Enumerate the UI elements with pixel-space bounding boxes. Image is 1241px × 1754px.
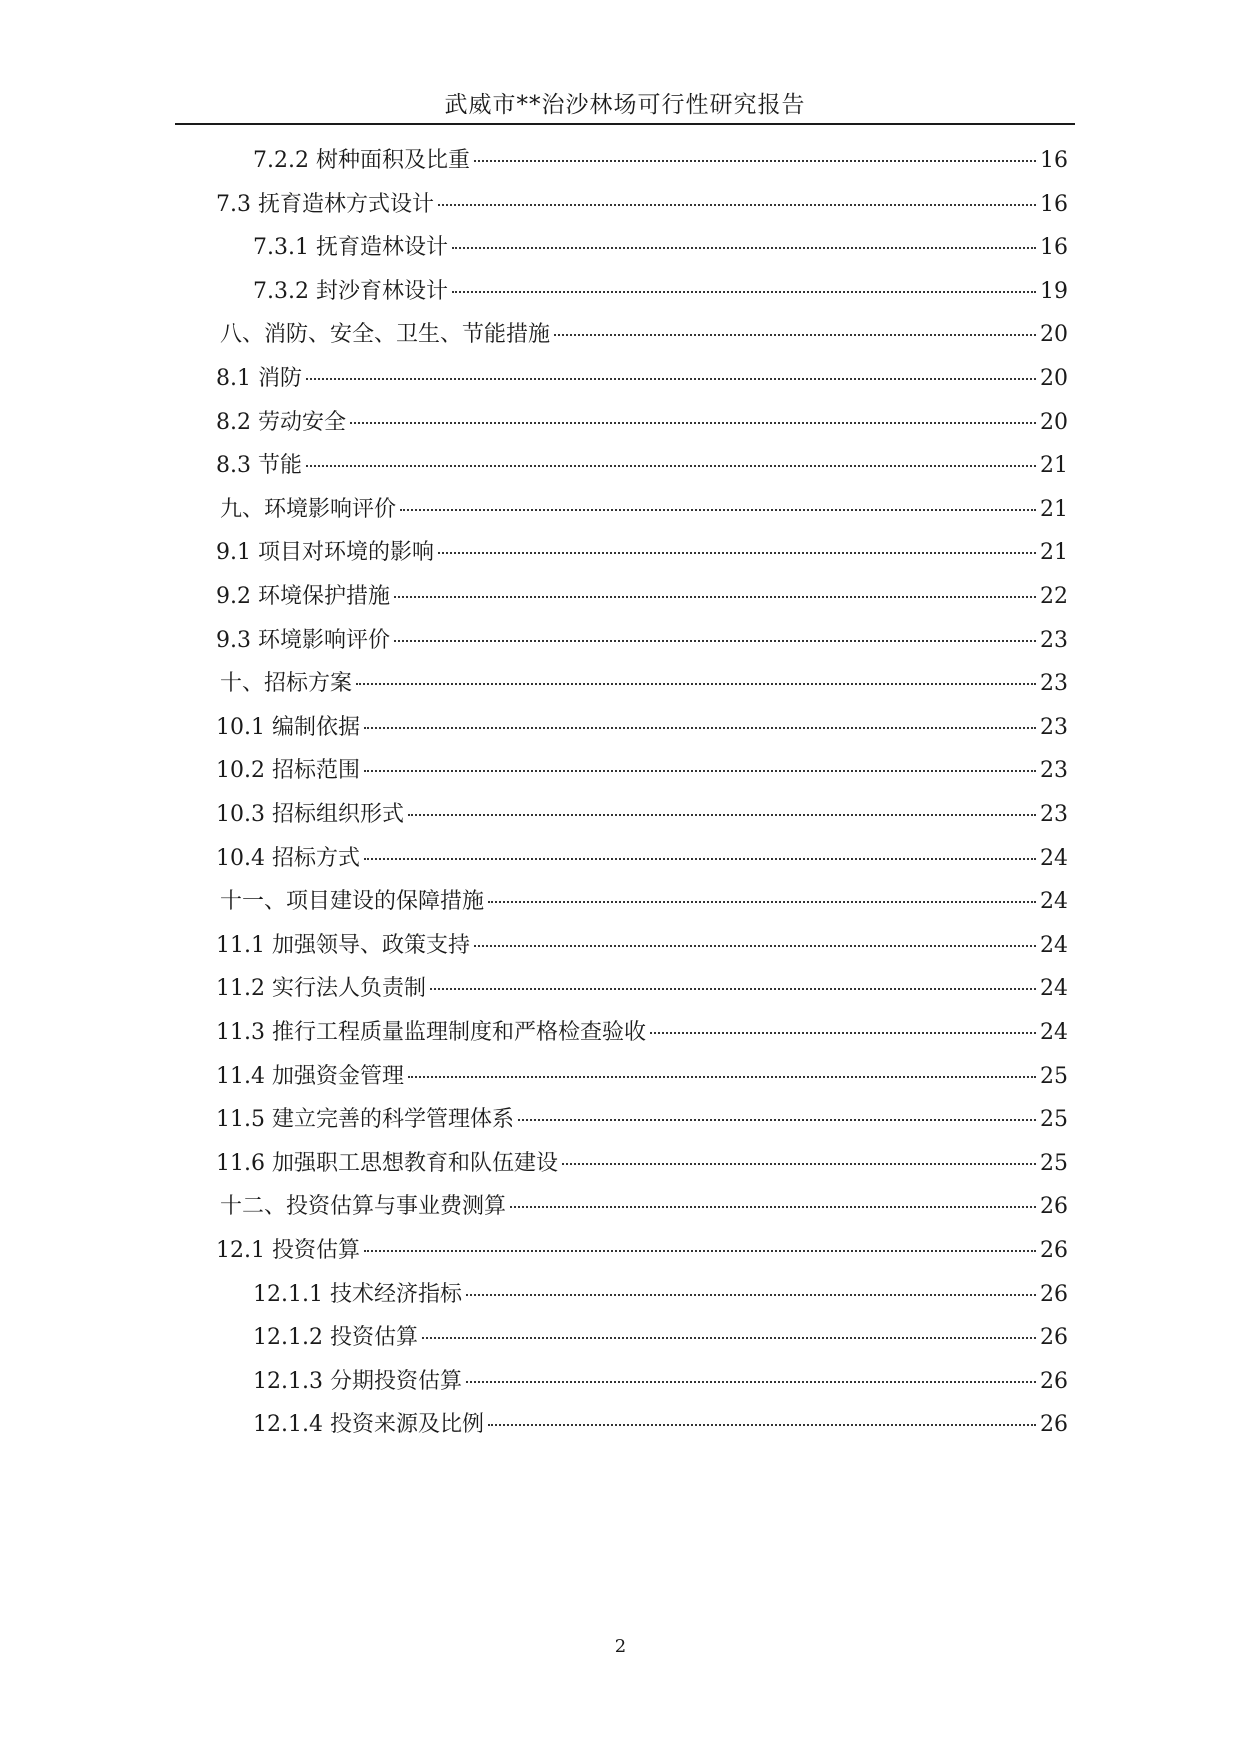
- toc-dot-leader: [408, 1076, 1036, 1078]
- toc-entry-page: 26: [1040, 1194, 1068, 1220]
- toc-dot-leader: [364, 770, 1036, 772]
- header-divider: [175, 123, 1075, 125]
- toc-entry[interactable]: [220, 884, 1068, 924]
- toc-dot-leader: [488, 901, 1036, 903]
- toc-entry[interactable]: [216, 1233, 1068, 1273]
- toc-dot-leader: [488, 1424, 1036, 1426]
- toc-entry[interactable]: [216, 405, 1068, 445]
- toc-dot-leader: [350, 422, 1036, 424]
- toc-entry[interactable]: [216, 797, 1068, 837]
- toc-entry[interactable]: [253, 1320, 1068, 1360]
- toc-dot-leader: [466, 1381, 1036, 1383]
- toc-entry-title: 十二、投资估算与事业费测算: [220, 1194, 507, 1220]
- toc-dot-leader: [422, 1337, 1036, 1339]
- toc-dot-leader: [518, 1119, 1036, 1121]
- toc-dot-leader: [474, 945, 1036, 947]
- toc-entry-page: 26: [1040, 1238, 1068, 1263]
- toc-entry-title: 10.2 招标范围: [216, 758, 360, 784]
- toc-entry-title: 7.3.2 封沙育林设计: [253, 278, 448, 304]
- toc-entry-title: 7.3 抚育造林方式设计: [216, 191, 434, 217]
- toc-entry-page: 20: [1040, 366, 1068, 391]
- toc-entry-page: 23: [1040, 758, 1068, 784]
- toc-entry[interactable]: [216, 1146, 1068, 1186]
- toc-entry-page: 26: [1040, 1368, 1068, 1394]
- toc-entry-title: 9.1 项目对环境的影响: [216, 540, 434, 566]
- toc-dot-leader: [650, 1032, 1036, 1034]
- toc-entry-page: 16: [1040, 235, 1068, 261]
- toc-dot-leader: [510, 1206, 1036, 1208]
- toc-entry-page: 24: [1040, 889, 1068, 915]
- toc-entry-title: 7.3.1 抚育造林设计: [253, 235, 448, 261]
- toc-entry[interactable]: [216, 1102, 1068, 1142]
- toc-dot-leader: [400, 509, 1036, 511]
- toc-entry[interactable]: [253, 1407, 1068, 1447]
- toc-entry-page: 21: [1040, 496, 1068, 522]
- running-header: 武威市**治沙林场可行性研究报告: [444, 92, 806, 118]
- toc-entry-title: 九、环境影响评价: [220, 496, 397, 522]
- toc-entry-page: 24: [1040, 976, 1068, 1002]
- toc-entry[interactable]: [216, 361, 1068, 401]
- toc-dot-leader: [306, 378, 1036, 380]
- toc-entry-title: 8.3 节能: [216, 453, 302, 479]
- toc-entry-title: 8.1 消防: [216, 366, 302, 391]
- toc-entry-page: 26: [1040, 1281, 1068, 1307]
- toc-entry-title: 11.5 建立完善的科学管理体系: [216, 1107, 514, 1133]
- toc-entry[interactable]: [220, 666, 1068, 706]
- toc-entry-title: 12.1.2 投资估算: [253, 1325, 418, 1351]
- toc-entry-page: 21: [1040, 540, 1068, 566]
- toc-entry-page: 16: [1040, 148, 1068, 173]
- toc-dot-leader: [438, 552, 1036, 554]
- toc-entry-page: 20: [1040, 409, 1068, 435]
- toc-entry-title: 10.1 编制依据: [216, 714, 360, 740]
- toc-entry[interactable]: [216, 928, 1068, 968]
- toc-entry-title: 12.1.4 投资来源及比例: [253, 1412, 484, 1438]
- toc-entry-title: 12.1.1 技术经济指标: [253, 1281, 462, 1307]
- toc-entry[interactable]: [253, 274, 1068, 314]
- toc-entry-page: 23: [1040, 671, 1068, 697]
- toc-dot-leader: [474, 160, 1036, 162]
- toc-entry-title: 11.1 加强领导、政策支持: [216, 932, 470, 958]
- toc-entry[interactable]: [216, 753, 1068, 793]
- page-number: 2: [614, 1636, 627, 1657]
- toc-entry[interactable]: [253, 1364, 1068, 1404]
- toc-entry-title: 9.2 环境保护措施: [216, 584, 390, 609]
- toc-entry[interactable]: [216, 1059, 1068, 1099]
- toc-dot-leader: [364, 727, 1036, 729]
- toc-entry[interactable]: [216, 187, 1068, 227]
- toc-dot-leader: [408, 814, 1036, 816]
- toc-entry-page: 26: [1040, 1412, 1068, 1438]
- toc-dot-leader: [562, 1163, 1036, 1165]
- toc-entry[interactable]: [216, 623, 1068, 663]
- toc-entry-page: 16: [1040, 191, 1068, 217]
- toc-dot-leader: [356, 683, 1036, 685]
- toc-entry-page: 23: [1040, 802, 1068, 827]
- toc-dot-leader: [466, 1294, 1036, 1296]
- toc-entry[interactable]: [253, 143, 1068, 183]
- toc-entry-title: 11.3 推行工程质量监理制度和严格检查验收: [216, 1020, 646, 1045]
- toc-entry-title: 10.4 招标方式: [216, 845, 360, 871]
- toc-entry-title: 10.3 招标组织形式: [216, 802, 404, 827]
- toc-entry-page: 20: [1040, 322, 1068, 348]
- toc-entry-title: 12.1 投资估算: [216, 1238, 360, 1263]
- toc-entry[interactable]: [216, 535, 1068, 575]
- toc-dot-leader: [306, 465, 1036, 467]
- toc-entry-page: 25: [1040, 1107, 1068, 1133]
- toc-entry[interactable]: [216, 579, 1068, 619]
- toc-dot-leader: [364, 1250, 1036, 1252]
- toc-entry-title: 8.2 劳动安全: [216, 409, 346, 435]
- toc-entry-page: 19: [1040, 278, 1068, 304]
- toc-entry-page: 23: [1040, 714, 1068, 740]
- toc-entry[interactable]: [220, 1189, 1068, 1229]
- toc-entry[interactable]: [216, 448, 1068, 488]
- toc-entry[interactable]: [216, 841, 1068, 881]
- toc-entry-title: 11.2 实行法人负责制: [216, 976, 426, 1002]
- toc-entry-page: 25: [1040, 1063, 1068, 1089]
- toc-dot-leader: [394, 640, 1036, 642]
- toc-dot-leader: [430, 988, 1036, 990]
- toc-entry-page: 24: [1040, 1020, 1068, 1045]
- toc-entry-title: 7.2.2 树种面积及比重: [253, 148, 470, 173]
- toc-dot-leader: [394, 596, 1036, 598]
- toc-dot-leader: [554, 334, 1036, 336]
- toc-entry[interactable]: [220, 492, 1068, 532]
- toc-entry-title: 11.4 加强资金管理: [216, 1063, 404, 1089]
- toc-entry-page: 24: [1040, 845, 1068, 871]
- toc-entry-title: 十一、项目建设的保障措施: [220, 889, 485, 915]
- toc-entry-page: 25: [1040, 1150, 1068, 1176]
- toc-entry-page: 24: [1040, 932, 1068, 958]
- toc-dot-leader: [452, 291, 1036, 293]
- toc-entry-title: 八、消防、安全、卫生、节能措施: [220, 322, 551, 348]
- toc-entry-title: 11.6 加强职工思想教育和队伍建设: [216, 1150, 558, 1176]
- toc-entry-page: 22: [1040, 584, 1068, 609]
- toc-entry[interactable]: [216, 1015, 1068, 1055]
- toc-entry-page: 23: [1040, 627, 1068, 653]
- toc-dot-leader: [364, 858, 1036, 860]
- toc-dot-leader: [438, 204, 1036, 206]
- toc-entry[interactable]: [253, 230, 1068, 270]
- toc-entry-title: 十、招标方案: [220, 671, 353, 697]
- toc-entry-page: 26: [1040, 1325, 1068, 1351]
- toc-entry[interactable]: [216, 971, 1068, 1011]
- toc-entry-title: 9.3 环境影响评价: [216, 627, 390, 653]
- toc-entry-page: 21: [1040, 453, 1068, 479]
- toc-entry[interactable]: [253, 1277, 1068, 1317]
- toc-entry-title: 12.1.3 分期投资估算: [253, 1368, 462, 1394]
- toc-entry[interactable]: [220, 317, 1068, 357]
- toc-dot-leader: [452, 247, 1036, 249]
- toc-entry[interactable]: [216, 710, 1068, 750]
